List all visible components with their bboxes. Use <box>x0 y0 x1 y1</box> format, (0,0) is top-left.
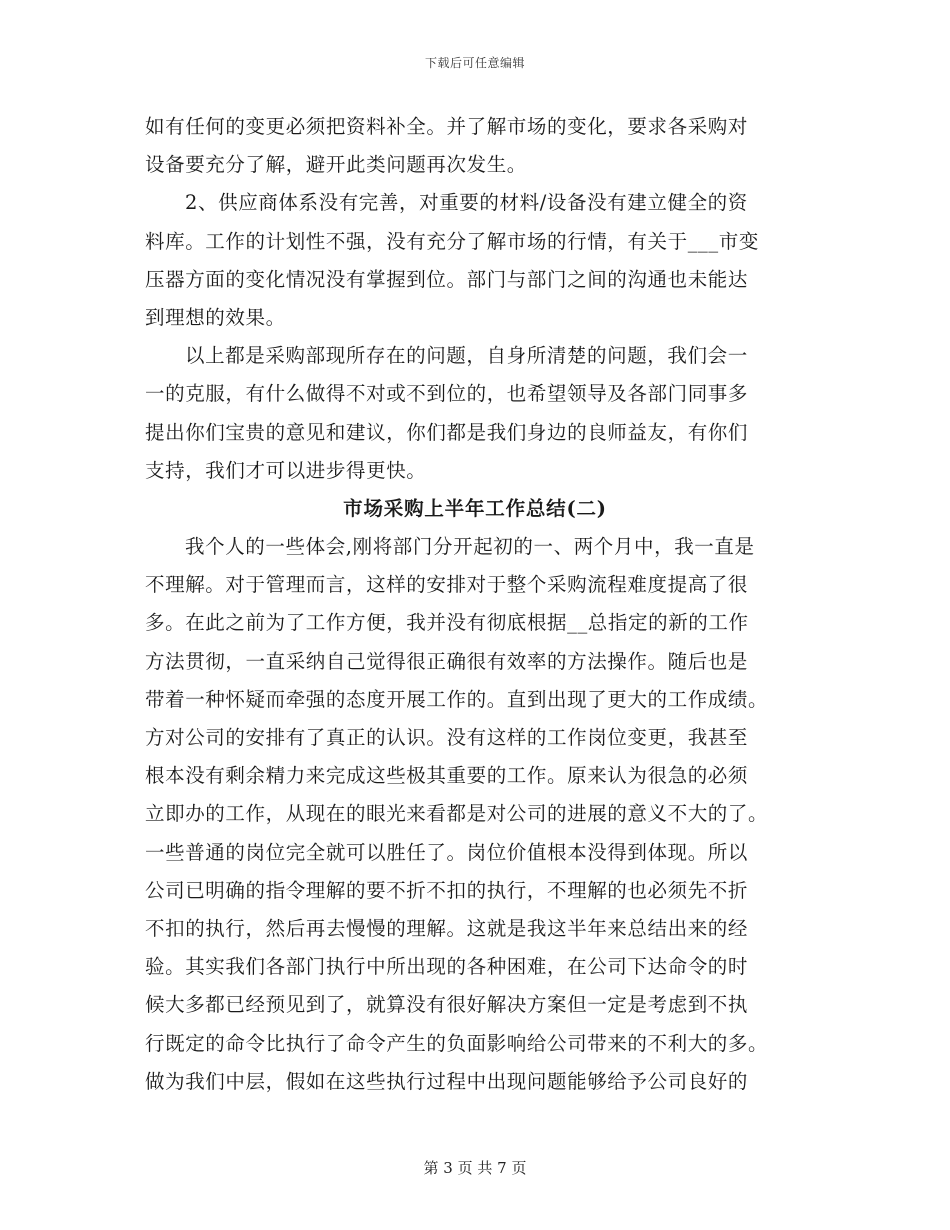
document-body <box>145 108 805 1101</box>
paragraph-line: 一些普通的岗位完全就可以胜任了。岗位价值根本没得到体现。所以 <box>145 840 749 864</box>
paragraph-line: 方对公司的安排有了真正的认识。没有这样的工作岗位变更，我甚至 <box>145 726 749 749</box>
paragraph-line: 以上都是采购部现所存在的问题，自身所清楚的问题，我们会一 <box>185 344 748 368</box>
paragraph-line: 候大多都已经预见到了，就算没有很好解决方案但一定是考虑到不执 <box>145 993 749 1017</box>
paragraph-line: 我个人的一些体会,刚将部门分开起初的一、两个月中，我一直是 <box>185 535 755 559</box>
paragraph-line: 根本没有剩余精力来完成这些极其重要的工作。原来认为很急的必须 <box>145 764 749 788</box>
paragraph-line: 带着一种怀疑而牵强的态度开展工作的。直到出现了更大的工作成绩。 <box>145 687 769 711</box>
paragraph-line: 支持，我们才可以进步得更快。 <box>145 458 427 482</box>
paragraph-line: 设备要充分了解，避开此类问题再次发生。 <box>145 153 527 177</box>
paragraph-line: 不理解。对于管理而言，这样的安排对于整个采购流程难度提高了很 <box>145 573 749 597</box>
paragraph-line: 不扣的执行，然后再去慢慢的理解。这就是我这半年来总结出来的经 <box>145 916 749 940</box>
paragraph-line: 提出你们宝贵的意见和建议，你们都是我们身边的良师益友，有你们 <box>145 420 749 444</box>
paragraph-line: 到理想的效果。 <box>145 305 286 329</box>
paragraph-line: 立即办的工作，从现在的眼光来看都是对公司的进展的意义不大的了。 <box>145 802 769 826</box>
paragraph-line: 方法贯彻，一直采纳自己觉得很正确很有效率的方法操作。随后也是 <box>145 649 749 673</box>
page-number: 第 3 页 共 7 页 <box>423 1159 527 1177</box>
paragraph-line: 料库。工作的计划性不强，没有充分了解市场的行情，有关于___市变 <box>145 229 759 253</box>
paragraph-line: 如有任何的变更必须把资料补全。并了解市场的变化，要求各采购对 <box>145 115 749 138</box>
page-header: 下载后可任意编辑 <box>424 56 525 70</box>
section-title: 市场采购上半年工作总结(二) <box>343 496 607 520</box>
paragraph-line: 一的克服，有什么做得不对或不到位的，也希望领导及各部门同事多 <box>145 382 749 406</box>
paragraph-line: 验。其实我们各部门执行中所出现的各种困难，在公司下达命令的时 <box>145 955 749 979</box>
paragraph-line: 多。在此之前为了工作方便，我并没有彻底根据__总指定的新的工作 <box>145 611 749 635</box>
paragraph-line: 压器方面的变化情况没有掌握到位。部门与部门之间的沟通也未能达 <box>145 267 749 291</box>
paragraph-line: 做为我们中层，假如在这些执行过程中出现问题能够给予公司良好的 <box>145 1069 749 1093</box>
paragraph-line: 公司已明确的指令理解的要不折不扣的执行，不理解的也必须先不折 <box>145 878 749 902</box>
paragraph-line: 行既定的命令比执行了命令产生的负面影响给公司带来的不利大的多。 <box>145 1031 769 1055</box>
paragraph-line: 2、供应商体系没有完善，对重要的材料/设备没有建立健全的资 <box>185 191 748 215</box>
